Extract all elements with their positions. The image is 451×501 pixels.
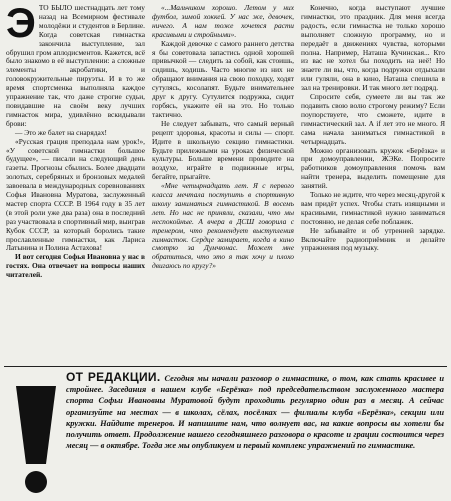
paragraph: Только не ждите, что через месяц-другой к вам придёт успех. Чтобы стать изящными и красивыми, гимнастикой нужно заниматься постоянно, не делая себе поблажек. (301, 190, 445, 226)
exclamation-icon (10, 384, 62, 496)
reader-letter-quote: «...Мальчиком хорошо. Летом у них футбол, зимой хоккей. У нас же, девочек, ничего. А нам тоже хочется расти красивыми и стройными». (152, 3, 294, 39)
paragraph: Не забывайте и об утренней зарядке. Включайте радиоприёмник и делайте упражнения под музыку. (301, 225, 445, 253)
column-3 (301, 4, 445, 253)
section-divider (4, 366, 447, 367)
drop-cap: Э (6, 0, 36, 46)
paragraph: «Русская грация преподала нам урок!», «У советской гимнастки большое будущее», — писали на следующий день газеты. Прогнозы сбылись. Более двадцати золотых, серебряных и бронзовых медалей завоевала в международных соревнованиях Софья Ивановна Муратова, заслуженный мастер спорта СССР. В 1964 году в 35 лет (в этой роли уже два раза) она в последний раз участвовала в спортивный мир, выиграв Кубок СССР, за который боролись такие прославленные гимнастки, как Лариса Латынина и Полина Астахова! (6, 136, 145, 253)
paragraph: Конечно, когда выступают лучшие гимнастки, это праздник. Для меня всегда радость, если гимнастка не только хорошо выполняет сложную программу, но и передаёт в движениях чувства, которыми полна. Например, Наташа Кучинская... Кто из вас не хотел бы походить на неё! Но знаете ли вы, что, когда подружки отдыхали или гуляли, она в кино, Наташа спешила в зал на тренировки. И так много лет подряд. (301, 3, 445, 93)
paragraph: Можно организовать кружок «Берёзка» и при домоуправлении, ЖЭКе. Попросите работников домоуправления помочь вам найти тренера, выделить помещение для занятий. (301, 145, 445, 191)
guest-intro-paragraph: И вот сегодня Софья Ивановна у нас в гостях. Она отвечает на вопросы наших читателей. (6, 252, 145, 280)
editorial-body: Сегодня мы начали разговор о гимнастике, о том, как стать красивее и стройнее. Заседания в нашем клубе «Берёзка» под председательством заслуженного мастера спорта Софьи Ивановны Муратовой будут проходить регулярно один раз в месяц. А сейчас организуйте на местах — в школах, сёлах, посёлках — филиалы клуба «Берёзка», секции или кружки. Найдите тренеров. И напишите нам, что волнует вас, на какие вопросы вы хотели бы получить ответ. Продолжение нашего сегодняшнего разговора о красоте и грации состоится через месяц — в октябре. Тогда же мы опубликуем и первый комплекс упражнений по гимнастике. (66, 374, 444, 451)
editorial-text (66, 372, 444, 451)
intro-paragraph: ЭТО БЫЛО шестнадцать лет тому назад на Всемирном фестивале молодёжи и студентов в Берлине. Когда советская гимнастка закончила выступление, зал обрушил гром аплодисментов. Кажется, всё было знакомо в её выступлении: а сложные элементы акробатики, и головокружительные пируэты. И в то же время спортсменка выполняла каждое упражнение так, что даже строгие судьи, повидавшие на своём веку лучших гимнасток мира, удивлённо вскидывали брови: (6, 0, 145, 128)
paragraph: Не следует забывать, что самый верный рецепт здоровья, красоты и силы — спорт. Идите в школьную секцию гимнастики. Будьте прилежными на уроках физической культуры. Больше времени проводите на воздухе, играйте в подвижные игры, бегайте, прыгайте. (152, 118, 294, 182)
paragraph: Спросите себя, сумеете ли вы так же подавить свою волю строгому режиму? Если поупорствуете, что сможете, идите в гимнастический зал. А if лет это не много. Я сама начала заниматься гимнастикой в четырнадцать. (301, 92, 445, 146)
editorial-heading: ОТ РЕДАКЦИИ. (66, 370, 161, 384)
column-2 (152, 4, 294, 271)
paragraph: — Это же балет на снарядах! (15, 127, 107, 137)
column-1 (6, 0, 145, 280)
reader-letter-quote: «Мне четырнадцать лет. Я с первого класса мечтала поступить в спортивную школу заниматься гимнастикой. В восемь лет. Но нас не приняли, сказали, что мы неспокойные. А вчера в ДСШ говорила с тренером, что рекомендует выступления гимнасток. Сердце замирает, когда в кино смотрю за Думчюнас. Может мне обратиться, что это я так хочу и плохо двигаюсь по кругу?» (152, 181, 294, 271)
editorial-note (0, 372, 451, 500)
paragraph: Каждой девочке с самого раннего детства я бы советовала запастись одной хорошей привычкой — следить за собой, как стоишь, сидишь, ходишь. Часто многие из них не обращают внимания на свою походку, ходят сутулясь, косолапят. Будьте внимательнее друг к другу. Сутулится подружка, сидит горбясь, укажите ей на это. Но только тактично. (152, 38, 294, 119)
